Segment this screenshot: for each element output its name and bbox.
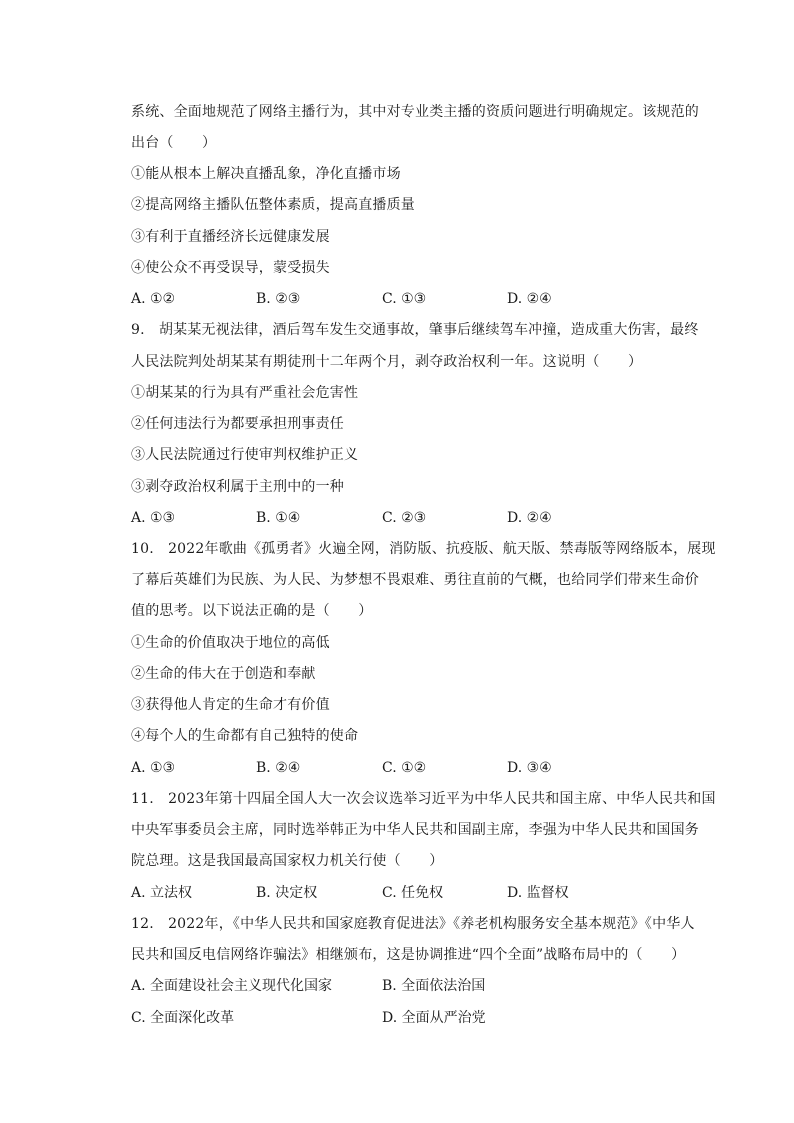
q12-option-d[interactable]: D. 全面从严治党 [382, 1010, 486, 1026]
q12-options-row1 [131, 976, 691, 996]
q11-option-c[interactable]: C. 任免权 [382, 885, 444, 901]
q12-options-row2 [131, 1008, 691, 1028]
q11-option-a[interactable]: A. 立法权 [131, 885, 193, 901]
q9-statement-1: ①胡某某的行为具有严重社会危害性 [131, 385, 359, 401]
q12-option-b[interactable]: B. 全面依法治国 [382, 978, 486, 994]
q10-stem-line1: 10. 2022年歌曲《孤勇者》火遍全网，消防版、抗疫版、航天版、禁毒版等网络版本，展现 [131, 541, 716, 557]
q10-option-b[interactable]: B. ②④ [256, 760, 301, 776]
q9-options [131, 508, 691, 528]
q8-statement-2: ②提高网络主播队伍整体素质，提高直播质量 [131, 197, 415, 213]
q8-option-d[interactable]: D. ②④ [507, 291, 552, 307]
q9-statement-2: ②任何违法行为都要承担刑事责任 [131, 416, 344, 432]
q10-option-c[interactable]: C. ①② [382, 760, 427, 776]
q9-option-c[interactable]: C. ②③ [382, 510, 427, 526]
q11-stem-line2: 中央军事委员会主席，同时选举韩正为中华人民共和国副主席，李强为中华人民共和国国务 [131, 822, 699, 838]
q8-statement-3: ③有利于直播经济长远健康发展 [131, 229, 330, 245]
q8-option-b[interactable]: B. ②③ [256, 291, 301, 307]
q9-stem-line1: 9. 胡某某无视法律，酒后驾车发生交通事故，肇事后继续驾车冲撞，造成重大伤害，最终 [131, 322, 699, 338]
q8-statement-4: ④使公众不再受误导，蒙受损失 [131, 260, 330, 276]
q10-stem-line3: 值的思考。以下说法正确的是（ ） [131, 603, 373, 619]
q12-stem-line1: 12. 2022年，《中华人民共和国家庭教育促进法》《养老机构服务安全基本规范》《中华人 [131, 916, 695, 932]
q9-option-b[interactable]: B. ①④ [256, 510, 301, 526]
q10-option-a[interactable]: A. ①③ [131, 760, 176, 776]
q9-option-d[interactable]: D. ②④ [507, 510, 552, 526]
q11-stem-line1: 11. 2023年第十四届全国人大一次会议选举习近平为中华人民共和国主席、中华人民共和国 [131, 791, 716, 807]
q10-statement-4: ④每个人的生命都有自己独特的使命 [131, 728, 359, 744]
q8-stem-line1: 系统、全面地规范了网络主播行为，其中对专业类主播的资质问题进行明确规定。该规范的 [131, 104, 699, 120]
q12-stem-line2: 民共和国反电信网络诈骗法》相继颁布，这是协调推进“四个全面”战略布局中的（ ） [131, 947, 686, 963]
q9-statement-4: ③剥夺政治权利属于主刑中的一种 [131, 479, 344, 495]
q10-statement-2: ②生命的伟大在于创造和奉献 [131, 666, 316, 682]
q8-stem-line2: 出台（ ） [131, 135, 217, 151]
q11-option-d[interactable]: D. 监督权 [507, 885, 569, 901]
q8-option-c[interactable]: C. ①③ [382, 291, 427, 307]
q12-option-a[interactable]: A. 全面建设社会主义现代化国家 [131, 978, 333, 994]
q9-stem-line2: 人民法院判处胡某某有期徒刑十二年两个月，剥夺政治权利一年。这说明（ ） [131, 354, 643, 370]
q8-statement-1: ①能从根本上解决直播乱象，净化直播市场 [131, 166, 401, 182]
q10-statement-1: ①生命的价值取决于地位的高低 [131, 635, 330, 651]
q10-stem-line2: 了幕后英雄们为民族、为人民、为梦想不畏艰难、勇往直前的气概，也给同学们带来生命价 [131, 572, 699, 588]
q12-option-c[interactable]: C. 全面深化改革 [131, 1010, 235, 1026]
q8-option-a[interactable]: A. ①② [131, 291, 176, 307]
q10-options [131, 758, 691, 778]
q11-stem-line3: 院总理。这是我国最高国家权力机关行使（ ） [131, 853, 444, 869]
q10-option-d[interactable]: D. ③④ [507, 760, 552, 776]
q9-option-a[interactable]: A. ①③ [131, 510, 176, 526]
q11-option-b[interactable]: B. 决定权 [256, 885, 318, 901]
q9-statement-3: ③人民法院通过行使审判权维护正义 [131, 447, 359, 463]
q8-options [131, 289, 691, 309]
q11-options [131, 883, 691, 903]
q10-statement-3: ③获得他人肯定的生命才有价值 [131, 697, 330, 713]
